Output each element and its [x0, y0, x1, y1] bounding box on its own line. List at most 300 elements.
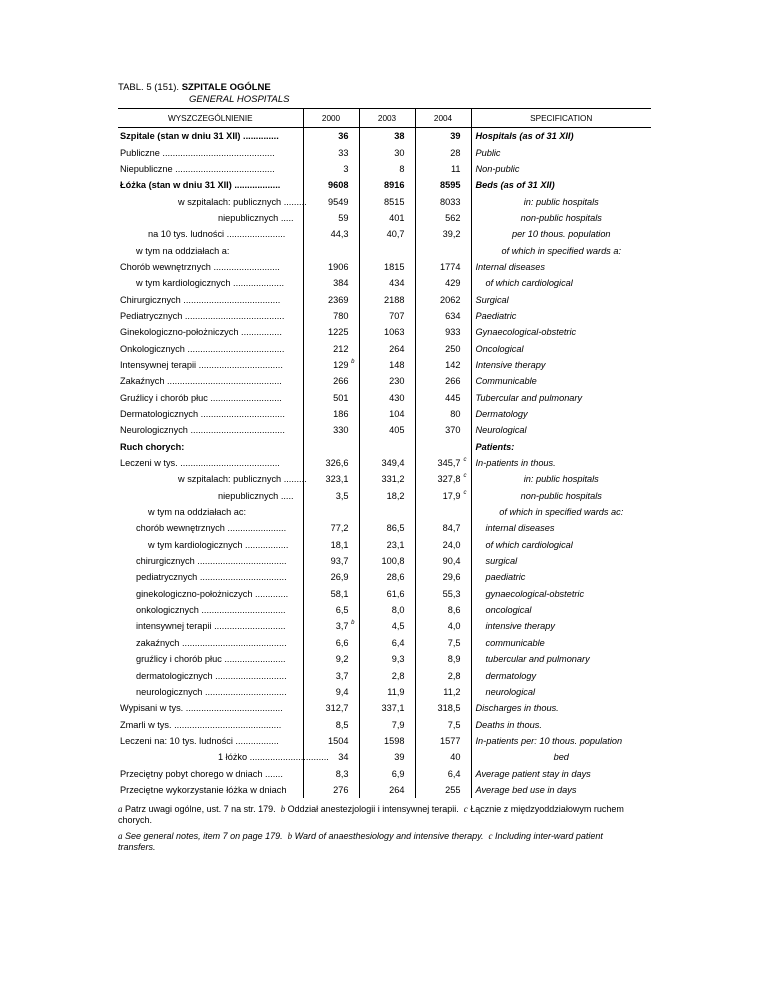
cell-2000	[303, 455, 359, 471]
row-label-en: Deaths in thous.	[471, 716, 651, 732]
row-label-en: internal diseases	[471, 520, 651, 536]
footnote-b-en: Ward of anaesthesiology and intensive therapy.	[294, 831, 484, 842]
table-row	[118, 749, 651, 765]
row-label-pl: Przeciętne wykorzystanie łóżka w dniach	[120, 784, 287, 795]
cell-value: 6,5	[335, 605, 349, 616]
row-label-pl: intensywnej terapii ............................	[136, 621, 286, 632]
cell-2004	[415, 210, 471, 226]
cell-value: 39	[450, 131, 461, 142]
table-row	[118, 275, 651, 291]
table-row	[118, 537, 651, 553]
table-row	[118, 700, 651, 716]
cell-2000	[303, 618, 359, 634]
cell-2000	[303, 782, 359, 798]
row-label-pl: Dermatologicznych .................................	[120, 409, 285, 420]
cell-value: 8595	[440, 180, 461, 191]
cell-2003	[359, 749, 415, 765]
cell-2004	[415, 128, 471, 145]
cell-2004	[415, 733, 471, 749]
table-row	[118, 569, 651, 585]
cell-value: 18,2	[386, 490, 405, 501]
cell-value: 2,8	[391, 670, 405, 681]
cell-value: 430	[389, 392, 405, 403]
cell-2000	[303, 537, 359, 553]
row-label-pl: w szpitalach: publicznych .........	[178, 196, 307, 207]
table-row	[118, 439, 651, 455]
header-specification-en: SPECIFICATION	[471, 109, 651, 128]
cell-value: 26,9	[330, 572, 349, 583]
footnotes-english	[118, 831, 638, 853]
cell-2003	[359, 357, 415, 373]
cell-value: 24,0	[442, 539, 461, 550]
cell-value: 445	[445, 392, 461, 403]
row-label-en: neurological	[471, 684, 651, 700]
table-row	[118, 193, 651, 209]
row-label-pl: Pediatrycznych .......................................	[120, 310, 285, 321]
cell-value: 9,3	[391, 654, 405, 665]
cell-value: 6,9	[391, 768, 405, 779]
cell-value: 6,4	[447, 768, 461, 779]
cell-2000	[303, 471, 359, 487]
cell-value: 29,6	[442, 572, 461, 583]
cell-2004	[415, 406, 471, 422]
cell-2003	[359, 340, 415, 356]
row-label-en: tubercular and pulmonary	[471, 651, 651, 667]
table-row	[118, 291, 651, 307]
row-label-en: gynaecological-obstetric	[471, 586, 651, 602]
cell-2004	[415, 765, 471, 781]
cell-2000	[303, 226, 359, 242]
cell-value: 148	[389, 359, 405, 370]
cell-2003	[359, 259, 415, 275]
row-label-pl: niepublicznych .....	[218, 212, 294, 223]
cell-value: 30	[394, 147, 405, 158]
row-label-en: Oncological	[471, 340, 651, 356]
row-label-en: Gynaecological-obstetric	[471, 324, 651, 340]
cell-2003	[359, 242, 415, 258]
cell-2004	[415, 782, 471, 798]
cell-value: 40,7	[386, 229, 405, 240]
table-page	[118, 82, 651, 858]
cell-2000	[303, 586, 359, 602]
cell-value: 8,5	[335, 719, 349, 730]
row-label-en: Surgical	[471, 291, 651, 307]
cell-2000	[303, 144, 359, 160]
cell-value: 8,0	[391, 605, 405, 616]
cell-value: 9608	[328, 180, 349, 191]
cell-value: 1063	[384, 327, 405, 338]
cell-value: 58,1	[330, 588, 349, 599]
cell-2003	[359, 210, 415, 226]
footnote-a-pl: Patrz uwagi ogólne, ust. 7 na str. 179.	[125, 804, 276, 815]
cell-2003	[359, 716, 415, 732]
cell-2003	[359, 602, 415, 618]
cell-value: 23,1	[386, 539, 405, 550]
footnote-mark-c: c	[463, 804, 468, 815]
cell-2000	[303, 291, 359, 307]
table-body	[118, 128, 651, 799]
row-label-en: of which in specified wards a:	[471, 242, 651, 258]
table-title-polish: SZPITALE OGÓLNE	[181, 82, 271, 93]
cell-value: 331,2	[381, 474, 405, 485]
footnote-c-pl: Łącznie z międzyoddziałowym ruchem chorych.	[118, 804, 624, 826]
cell-2003	[359, 684, 415, 700]
row-label-pl: Chorób wewnętrznych ..........................	[120, 261, 280, 272]
cell-2004	[415, 553, 471, 569]
row-label-en: Paediatric	[471, 308, 651, 324]
cell-value: 384	[333, 278, 349, 289]
cell-2003	[359, 161, 415, 177]
cell-2003	[359, 308, 415, 324]
row-label-pl: zakaźnych .........................................	[136, 637, 287, 648]
cell-2003	[359, 520, 415, 536]
cell-value: 8	[399, 163, 405, 174]
row-label-en: Non-public	[471, 161, 651, 177]
cell-2004	[415, 226, 471, 242]
cell-2004	[415, 177, 471, 193]
cell-value: 104	[389, 409, 405, 420]
cell-2004	[415, 488, 471, 504]
cell-value: 100,8	[381, 556, 405, 567]
row-label-en: Dermatology	[471, 406, 651, 422]
table-row	[118, 308, 651, 324]
cell-value: 39	[394, 752, 405, 763]
row-label-pl: w tym kardiologicznych .................	[148, 539, 289, 550]
cell-2004	[415, 618, 471, 634]
footnote-b-pl: Oddział anestezjologii i intensywnej terapii.	[287, 804, 459, 815]
cell-2003	[359, 782, 415, 798]
footnote-mark-b: b	[280, 804, 286, 815]
cell-value: 9,2	[335, 654, 349, 665]
cell-value: 3,7	[335, 621, 349, 632]
cell-2000	[303, 242, 359, 258]
cell-2004	[415, 684, 471, 700]
row-label-pl: Onkologicznych ......................................	[120, 343, 285, 354]
cell-2000	[303, 569, 359, 585]
footnote-mark-a: a	[118, 804, 123, 815]
cell-2003	[359, 504, 415, 520]
cell-value: 230	[389, 376, 405, 387]
row-label-en: Hospitals (as of 31 XII)	[471, 128, 651, 145]
cell-2000	[303, 128, 359, 145]
table-row	[118, 602, 651, 618]
row-label-pl: Ruch chorych:	[120, 441, 185, 452]
table-row	[118, 144, 651, 160]
cell-value: 34	[338, 752, 349, 763]
cell-2004	[415, 700, 471, 716]
row-label-en: In-patients in thous.	[471, 455, 651, 471]
cell-value: 61,6	[386, 588, 405, 599]
cell-value: 250	[445, 343, 461, 354]
cell-2000	[303, 553, 359, 569]
cell-2000	[303, 667, 359, 683]
cell-2004	[415, 308, 471, 324]
cell-value: 9549	[328, 196, 349, 207]
cell-2003	[359, 406, 415, 422]
cell-2000	[303, 716, 359, 732]
cell-2004	[415, 586, 471, 602]
table-row	[118, 471, 651, 487]
row-label-en: per 10 thous. population	[471, 226, 651, 242]
footnote-c-en: Including inter-ward patient transfers.	[118, 831, 603, 853]
cell-2004	[415, 749, 471, 765]
cell-2000	[303, 684, 359, 700]
row-label-pl: Szpitale (stan w dniu 31 XII) ..............	[120, 131, 279, 142]
table-row	[118, 406, 651, 422]
cell-2000	[303, 406, 359, 422]
cell-2004	[415, 439, 471, 455]
row-label-pl: na 10 tys. ludności .......................	[148, 229, 286, 240]
cell-value: 429	[445, 278, 461, 289]
table-row	[118, 667, 651, 683]
table-row	[118, 635, 651, 651]
cell-2003	[359, 390, 415, 406]
cell-2003	[359, 177, 415, 193]
cell-value: 8,9	[447, 654, 461, 665]
cell-value: 8033	[440, 196, 461, 207]
cell-2003	[359, 765, 415, 781]
cell-2004	[415, 340, 471, 356]
cell-value: 264	[389, 343, 405, 354]
cell-value: 93,7	[330, 556, 349, 567]
cell-value: 18,1	[330, 539, 349, 550]
cell-2004	[415, 504, 471, 520]
cell-2003	[359, 275, 415, 291]
cell-2000	[303, 700, 359, 716]
cell-value: 40	[450, 752, 461, 763]
cell-value: 33	[338, 147, 349, 158]
row-label-en: intensive therapy	[471, 618, 651, 634]
table-row	[118, 242, 651, 258]
cell-value: 86,5	[386, 523, 405, 534]
cell-value: 434	[389, 278, 405, 289]
cell-value: 3	[343, 163, 349, 174]
row-label-pl: dermatologicznych ............................	[136, 670, 287, 681]
row-label-en: Average patient stay in days	[471, 765, 651, 781]
cell-value: 142	[445, 359, 461, 370]
row-label-pl: Ginekologiczno-położniczych ................	[120, 327, 282, 338]
cell-value: 3,7	[335, 670, 349, 681]
cell-value: 4,0	[447, 621, 461, 632]
table-row	[118, 455, 651, 471]
header-year-2000: 2000	[303, 109, 359, 128]
row-label-en: Neurological	[471, 422, 651, 438]
row-label-pl: Zakaźnych .............................................	[120, 376, 282, 387]
table-row	[118, 210, 651, 226]
cell-value: 39,2	[442, 229, 461, 240]
cell-value: 8,3	[335, 768, 349, 779]
table-number: TABL. 5 (151).	[118, 82, 180, 93]
cell-2000	[303, 275, 359, 291]
table-row	[118, 586, 651, 602]
cell-value: 90,4	[442, 556, 461, 567]
row-label-pl: w szpitalach: publicznych .........	[178, 474, 307, 485]
row-label-en: Communicable	[471, 373, 651, 389]
row-label-en: Internal diseases	[471, 259, 651, 275]
cell-2004	[415, 455, 471, 471]
row-label-pl: chorób wewnętrznych .......................	[136, 523, 287, 534]
footnote-marker: b	[351, 620, 355, 627]
row-label-en: of which cardiological	[471, 537, 651, 553]
cell-value: 327,8	[437, 474, 461, 485]
row-label-en: Patients:	[471, 439, 651, 455]
table-title	[118, 82, 651, 94]
cell-2003	[359, 324, 415, 340]
cell-2003	[359, 455, 415, 471]
table-row	[118, 177, 651, 193]
cell-value: 1815	[384, 261, 405, 272]
row-label-en: surgical	[471, 553, 651, 569]
cell-2000	[303, 520, 359, 536]
row-label-en: in: public hospitals	[471, 471, 651, 487]
cell-2004	[415, 275, 471, 291]
footnotes-polish	[118, 804, 638, 826]
cell-2000	[303, 308, 359, 324]
row-label-pl: niepublicznych .....	[218, 490, 294, 501]
cell-2000	[303, 210, 359, 226]
cell-value: 2188	[384, 294, 405, 305]
table-row	[118, 488, 651, 504]
header-row	[118, 109, 651, 128]
cell-2000	[303, 733, 359, 749]
row-label-pl: w tym kardiologicznych ....................	[136, 278, 285, 289]
cell-value: 312,7	[325, 703, 349, 714]
table-row	[118, 259, 651, 275]
cell-value: 8916	[384, 180, 405, 191]
cell-value: 345,7	[437, 458, 461, 469]
table-row	[118, 390, 651, 406]
row-label-pl: Zmarli w tys. ..........................................	[120, 719, 282, 730]
cell-value: 2369	[328, 294, 349, 305]
cell-value: 28,6	[386, 572, 405, 583]
row-label-pl: Neurologicznych .....................................	[120, 425, 285, 436]
cell-2004	[415, 635, 471, 651]
cell-value: 7,9	[391, 719, 405, 730]
hospitals-table	[118, 108, 651, 798]
cell-2000	[303, 749, 359, 765]
cell-value: 1906	[328, 261, 349, 272]
cell-2000	[303, 439, 359, 455]
cell-2004	[415, 390, 471, 406]
cell-2000	[303, 324, 359, 340]
cell-2003	[359, 537, 415, 553]
row-label-pl: neurologicznych ................................	[136, 686, 287, 697]
cell-value: 2062	[440, 294, 461, 305]
footnote-marker: c	[463, 473, 467, 480]
cell-value: 9,4	[335, 686, 349, 697]
cell-2003	[359, 488, 415, 504]
row-label-en: Average bed use in days	[471, 782, 651, 798]
row-label-en: bed	[471, 749, 651, 765]
table-row	[118, 716, 651, 732]
header-year-2003: 2003	[359, 109, 415, 128]
row-label-en: Tubercular and pulmonary	[471, 390, 651, 406]
cell-2000	[303, 193, 359, 209]
cell-2000	[303, 488, 359, 504]
cell-value: 59	[338, 212, 349, 223]
cell-2003	[359, 128, 415, 145]
cell-value: 186	[333, 409, 349, 420]
cell-value: 501	[333, 392, 349, 403]
table-row	[118, 651, 651, 667]
cell-value: 7,5	[447, 637, 461, 648]
table-row	[118, 618, 651, 634]
row-label-en: of which in specified wards ac:	[471, 504, 651, 520]
footnote-mark-b: b	[287, 831, 293, 842]
cell-2003	[359, 226, 415, 242]
cell-2003	[359, 635, 415, 651]
cell-value: 405	[389, 425, 405, 436]
row-label-pl: w tym na oddziałach ac:	[148, 507, 247, 518]
row-label-pl: gruźlicy i chorób płuc ........................	[136, 654, 286, 665]
cell-2003	[359, 618, 415, 634]
cell-value: 330	[333, 425, 349, 436]
row-label-pl: Przeciętny pobyt chorego w dniach .......	[120, 768, 283, 779]
row-label-pl: Publiczne ............................................	[120, 147, 275, 158]
cell-value: 401	[389, 212, 405, 223]
cell-2000	[303, 651, 359, 667]
cell-2004	[415, 651, 471, 667]
cell-value: 323,1	[325, 474, 349, 485]
cell-2004	[415, 193, 471, 209]
table-row	[118, 520, 651, 536]
row-label-en: Beds (as of 31 XII)	[471, 177, 651, 193]
cell-value: 7,5	[447, 719, 461, 730]
cell-value: 6,6	[335, 637, 349, 648]
footnote-mark-a: a	[118, 831, 123, 842]
cell-2004	[415, 569, 471, 585]
cell-value: 11,9	[387, 686, 405, 697]
table-row	[118, 128, 651, 145]
footnote-a-en: See general notes, item 7 on page 179.	[125, 831, 283, 842]
table-row	[118, 504, 651, 520]
cell-2004	[415, 471, 471, 487]
row-label-en: In-patients per: 10 thous. population	[471, 733, 651, 749]
row-label-pl: Niepubliczne .......................................	[120, 163, 275, 174]
cell-2004	[415, 602, 471, 618]
cell-value: 11,2	[443, 686, 461, 697]
row-label-pl: Intensywnej terapii .................................	[120, 359, 283, 370]
cell-2004	[415, 537, 471, 553]
cell-2000	[303, 357, 359, 373]
row-label-pl: chirurgicznych ...................................	[136, 556, 287, 567]
footnote-marker: c	[463, 456, 467, 463]
cell-value: 266	[333, 376, 349, 387]
cell-value: 780	[333, 310, 349, 321]
row-label-pl: 1 łóżko ...............................	[218, 752, 329, 763]
table-row	[118, 422, 651, 438]
cell-2000	[303, 390, 359, 406]
cell-value: 276	[333, 784, 349, 795]
cell-value: 1577	[440, 735, 461, 746]
cell-2003	[359, 700, 415, 716]
row-label-en: oncological	[471, 602, 651, 618]
table-row	[118, 765, 651, 781]
cell-value: 80	[450, 409, 461, 420]
table-row	[118, 340, 651, 356]
cell-2004	[415, 716, 471, 732]
cell-2003	[359, 439, 415, 455]
cell-value: 933	[445, 327, 461, 338]
cell-value: 318,5	[437, 703, 461, 714]
cell-2003	[359, 144, 415, 160]
cell-2004	[415, 161, 471, 177]
table-row	[118, 226, 651, 242]
cell-value: 129	[333, 359, 349, 370]
cell-value: 8515	[384, 196, 405, 207]
row-label-en: in: public hospitals	[471, 193, 651, 209]
row-label-en: non-public hospitals	[471, 210, 651, 226]
